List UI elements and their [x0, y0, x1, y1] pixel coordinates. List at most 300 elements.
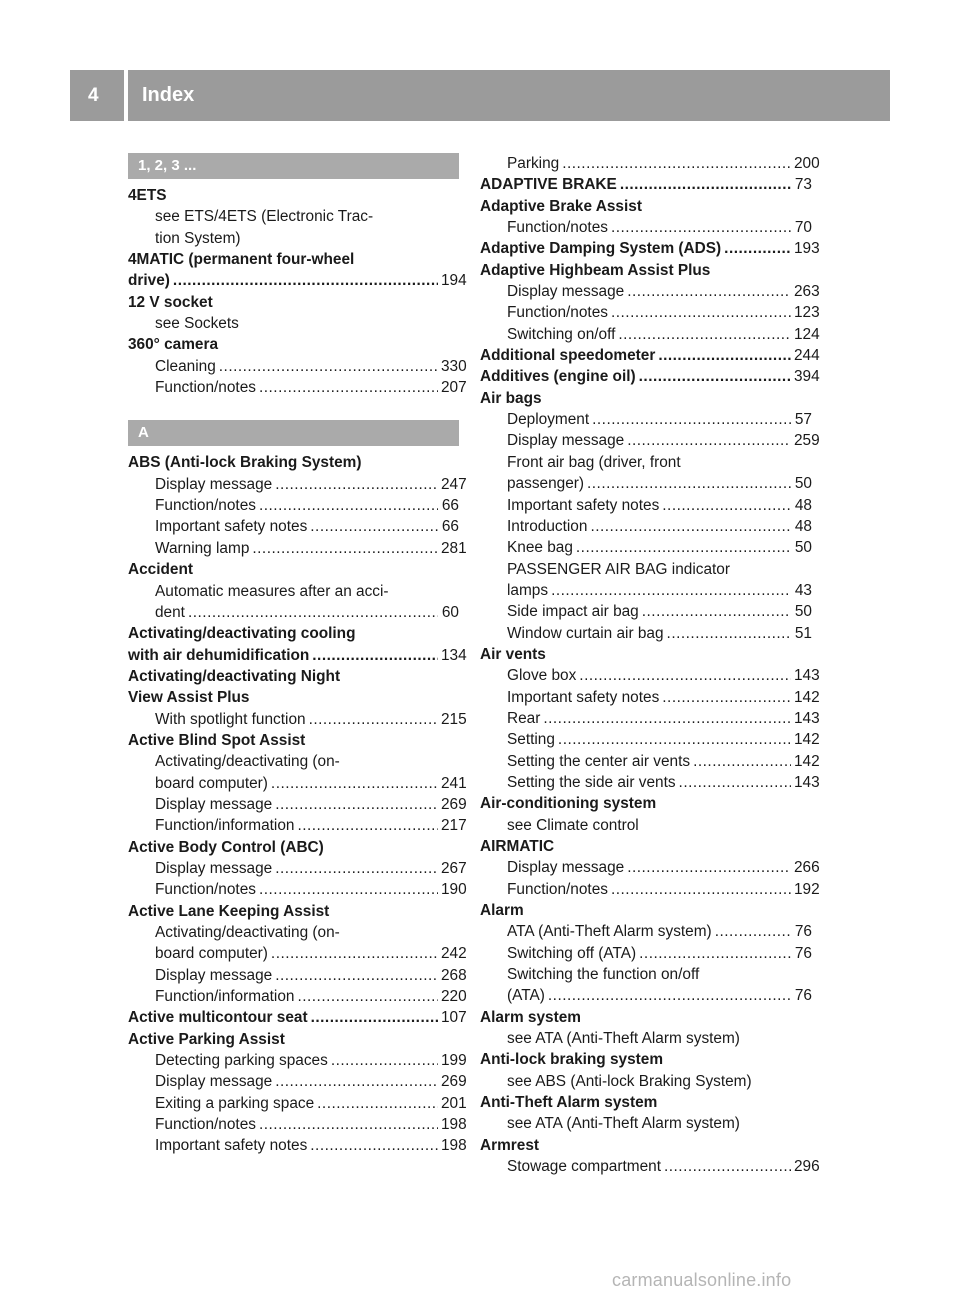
dot-leader	[252, 538, 438, 559]
entry-text: Activating/deactivating (on-	[155, 753, 340, 771]
entry-text: Detecting parking spaces	[155, 1052, 328, 1070]
index-subentry	[128, 794, 467, 815]
dot-leader	[188, 602, 438, 623]
entry-text: Function/notes	[507, 304, 608, 322]
entry-text: Function/notes	[507, 880, 608, 898]
index-entry	[480, 1135, 812, 1156]
page-reference: 267	[441, 859, 467, 877]
index-subentry	[128, 602, 459, 623]
index-subentry	[128, 879, 467, 900]
dot-leader	[664, 1156, 791, 1177]
dot-leader	[639, 943, 791, 964]
entry-text: board computer)	[155, 945, 268, 963]
page-reference: 198	[441, 1137, 467, 1155]
entry-text: ATA (Anti-Theft Alarm system)	[507, 923, 712, 941]
entry-text: 12 V socket	[128, 293, 213, 311]
index-entry	[128, 666, 459, 687]
entry-text: Active multicontour seat	[128, 1009, 308, 1027]
page-reference: 60	[441, 603, 459, 621]
dot-leader	[724, 238, 791, 259]
index-subentry	[480, 815, 812, 836]
index-entry	[480, 1049, 812, 1070]
dot-leader	[679, 772, 791, 793]
entry-text: Display message	[507, 432, 625, 450]
page-reference: 51	[794, 624, 812, 642]
index-subentry	[128, 1093, 467, 1114]
entry-text: AIRMATIC	[480, 838, 555, 855]
entry-text: with air dehumidification	[128, 646, 310, 664]
index-entry	[480, 388, 812, 409]
dot-leader	[548, 985, 791, 1006]
entry-text: dent	[155, 603, 185, 621]
dot-leader	[275, 858, 438, 879]
index-subentry	[480, 217, 812, 238]
page-reference: 57	[794, 411, 812, 429]
page-reference: 134	[441, 646, 467, 664]
index-subentry	[480, 964, 812, 985]
index-entry	[480, 196, 812, 217]
index-subentry	[128, 815, 467, 836]
page-reference: 73	[794, 176, 812, 194]
entry-text: see ATA (Anti-Theft Alarm system)	[507, 1115, 740, 1133]
entry-text: Accident	[128, 561, 193, 579]
entry-text: see Sockets	[155, 315, 239, 333]
page-reference: 201	[441, 1094, 467, 1112]
index-subentry	[128, 709, 467, 730]
entry-text: Additional speedometer	[480, 347, 656, 365]
dot-leader	[611, 217, 791, 238]
entry-text: Window curtain air bag	[507, 624, 664, 642]
page-reference: 200	[794, 155, 820, 172]
dot-leader	[297, 986, 438, 1007]
index-subentry	[128, 1114, 467, 1135]
index-subentry	[480, 879, 820, 900]
entry-text: 4ETS	[128, 187, 167, 204]
page-reference: 241	[441, 774, 467, 792]
index-subentry	[480, 1071, 812, 1092]
header-divider	[124, 70, 128, 121]
dot-leader	[275, 965, 438, 986]
entry-text: Active Blind Spot Assist	[128, 731, 306, 749]
index-subentry	[480, 516, 812, 537]
page-reference: 142	[794, 688, 820, 706]
entry-text: drive)	[128, 272, 170, 290]
dot-leader	[551, 580, 791, 601]
entry-text: Switching the function on/off	[507, 966, 700, 984]
dot-leader	[312, 645, 438, 666]
dot-leader	[715, 921, 791, 942]
entry-text: Function/information	[155, 817, 295, 835]
index-entry	[128, 645, 467, 666]
index-subentry	[480, 409, 812, 430]
index-entry	[128, 559, 459, 580]
page-reference: 142	[794, 731, 820, 749]
entry-text: Adaptive Brake Assist	[480, 197, 642, 215]
entry-text: Setting the side air vents	[507, 773, 676, 791]
entry-text: Display message	[507, 859, 625, 877]
index-subentry	[128, 858, 467, 879]
index-entry	[480, 644, 812, 665]
dot-leader	[576, 537, 791, 558]
dot-leader	[642, 601, 791, 622]
page-reference: 50	[794, 603, 812, 621]
entry-text: Activating/deactivating Night	[128, 667, 341, 685]
dot-leader	[611, 302, 791, 323]
page-reference: 192	[794, 880, 820, 898]
entry-text: Rear	[507, 709, 541, 727]
index-entry	[480, 366, 820, 387]
page-reference: 269	[441, 795, 467, 813]
entry-text: View Assist Plus	[128, 689, 250, 707]
dot-leader	[310, 1135, 438, 1156]
page-header	[70, 70, 890, 121]
index-subentry	[128, 228, 459, 249]
dot-leader	[662, 495, 791, 516]
entry-text: Function/notes	[507, 219, 608, 237]
page-reference: 199	[441, 1052, 467, 1070]
index-subentry	[128, 377, 467, 398]
page-reference: 330	[441, 357, 467, 375]
page-reference: 220	[441, 988, 467, 1006]
entry-text: see ETS/4ETS (Electronic Trac-	[155, 208, 374, 226]
page-reference: 242	[441, 945, 467, 963]
index-subentry	[128, 474, 467, 495]
page-reference: 107	[441, 1009, 467, 1027]
page-reference: 217	[441, 817, 467, 835]
index-entry	[480, 793, 812, 814]
index-entry	[480, 345, 820, 366]
dot-leader	[627, 430, 791, 451]
entry-text: Activating/deactivating cooling	[128, 625, 356, 643]
index-subentry	[480, 324, 820, 345]
dot-leader	[310, 516, 438, 537]
index-subentry	[128, 922, 459, 943]
page-reference: 70	[794, 219, 812, 237]
page-reference: 296	[794, 1158, 820, 1176]
index-entry	[128, 1007, 467, 1028]
dot-leader	[219, 356, 438, 377]
index-entry	[480, 836, 812, 857]
index-entry	[128, 292, 459, 313]
dot-leader	[587, 473, 791, 494]
index-entry	[480, 238, 820, 259]
page-reference: 124	[794, 325, 820, 343]
index-subentry	[480, 153, 820, 174]
page-reference: 215	[441, 710, 467, 728]
dot-leader	[592, 409, 791, 430]
index-entry	[480, 900, 812, 921]
entry-text: Cleaning	[155, 357, 216, 375]
entry-text: Function/notes	[155, 379, 256, 397]
dot-leader	[275, 474, 438, 495]
entry-text: Important safety notes	[155, 1137, 308, 1155]
entry-text: Function/notes	[155, 881, 256, 899]
entry-text: Display message	[155, 859, 273, 877]
entry-text: 360° camera	[128, 336, 219, 354]
entry-text: Armrest	[480, 1136, 540, 1154]
dot-leader	[611, 879, 791, 900]
index-entry	[128, 687, 459, 708]
entry-text: With spotlight function	[155, 710, 306, 728]
entry-text: Air bags	[480, 389, 542, 407]
index-entry	[128, 270, 467, 291]
dot-leader	[590, 516, 791, 537]
index-subentry	[480, 665, 820, 686]
page-reference: 198	[441, 1116, 467, 1134]
dot-leader	[259, 377, 438, 398]
entry-text: Alarm system	[480, 1008, 581, 1026]
index-subentry	[480, 601, 812, 622]
entry-text: Glove box	[507, 667, 577, 685]
dot-leader	[667, 623, 791, 644]
entry-text: Function/notes	[155, 497, 256, 515]
page-reference: 247	[441, 475, 467, 493]
index-subentry	[480, 687, 820, 708]
entry-text: Active Body Control (ABC)	[128, 838, 324, 856]
dot-leader	[558, 729, 791, 750]
page-reference: 66	[441, 497, 459, 515]
entry-text: Display message	[155, 966, 273, 984]
entry-text: Adaptive Highbeam Assist Plus	[480, 261, 711, 279]
section-heading: A	[128, 420, 459, 446]
index-column-left	[128, 153, 467, 1157]
entry-text: ABS (Anti-lock Braking System)	[128, 454, 362, 472]
entry-text: Function/information	[155, 988, 295, 1006]
dot-leader	[658, 345, 791, 366]
entry-text: Automatic measures after an acci-	[155, 582, 389, 600]
entry-text: Display message	[155, 795, 273, 813]
index-subentry	[128, 943, 467, 964]
index-entry	[480, 260, 812, 281]
page-reference: 394	[794, 368, 820, 386]
index-subentry	[480, 430, 820, 451]
page-reference: 48	[794, 496, 812, 514]
index-entry	[128, 837, 459, 858]
entry-text: Important safety notes	[507, 496, 660, 514]
index-subentry	[128, 1071, 467, 1092]
index-subentry	[480, 921, 812, 942]
entry-text: Additives (engine oil)	[480, 368, 636, 386]
dot-leader	[639, 366, 791, 387]
index-subentry	[128, 1050, 467, 1071]
index-subentry	[128, 538, 467, 559]
page-reference: 143	[794, 773, 820, 791]
page-reference: 76	[794, 987, 812, 1005]
entry-text: Knee bag	[507, 539, 573, 557]
watermark: carmanualsonline.info	[612, 1270, 792, 1290]
entry-text: Warning lamp	[155, 539, 250, 557]
dot-leader	[627, 857, 791, 878]
index-subentry	[128, 356, 467, 377]
entry-text: Side impact air bag	[507, 603, 639, 621]
page-reference: 123	[794, 304, 820, 322]
entry-text: Switching off (ATA)	[507, 944, 637, 962]
page-reference: 66	[441, 518, 459, 536]
entry-text: Important safety notes	[155, 518, 308, 536]
entry-text: Anti-Theft Alarm system	[480, 1094, 658, 1112]
entry-text: lamps	[507, 581, 549, 599]
dot-leader	[579, 665, 791, 686]
index-entry	[128, 901, 459, 922]
index-entry	[128, 185, 459, 206]
entry-text: Air vents	[480, 645, 546, 663]
entry-text: see ABS (Anti-lock Braking System)	[507, 1072, 752, 1090]
page-title: Index	[142, 84, 195, 106]
index-subentry	[128, 495, 459, 516]
page-reference: 142	[794, 752, 820, 770]
entry-text: Stowage compartment	[507, 1158, 661, 1176]
dot-leader	[173, 270, 438, 291]
entry-text: Introduction	[507, 517, 588, 535]
dot-leader	[620, 174, 791, 195]
page-reference: 259	[794, 432, 820, 450]
entry-text: Display message	[155, 475, 273, 493]
index-subentry	[128, 516, 459, 537]
dot-leader	[259, 1114, 438, 1135]
page-reference: 76	[794, 944, 812, 962]
dot-leader	[259, 879, 438, 900]
page-reference: 269	[441, 1073, 467, 1091]
page-reference: 266	[794, 859, 820, 877]
index-subentry	[480, 495, 812, 516]
page-reference: 143	[794, 667, 820, 685]
entry-text: Air-conditioning system	[480, 795, 657, 813]
index-subentry	[480, 302, 820, 323]
entry-text: Active Lane Keeping Assist	[128, 902, 330, 920]
index-subentry	[480, 857, 820, 878]
index-subentry	[480, 580, 812, 601]
index-column-right	[480, 153, 820, 1178]
page-reference: 194	[441, 272, 467, 290]
index-subentry	[128, 773, 467, 794]
entry-text: Front air bag (driver, front	[507, 453, 681, 471]
index-subentry	[480, 1156, 820, 1177]
index-subentry	[128, 986, 467, 1007]
index-subentry	[480, 473, 812, 494]
entry-text: Display message	[507, 283, 625, 301]
index-subentry	[480, 943, 812, 964]
dot-leader	[275, 1071, 438, 1092]
entry-text: passenger)	[507, 475, 584, 493]
entry-text: Anti-lock braking system	[480, 1051, 664, 1069]
entry-text: Function/notes	[155, 1116, 256, 1134]
entry-text: PASSENGER AIR BAG indicator	[507, 560, 730, 578]
index-subentry	[480, 985, 812, 1006]
dot-leader	[271, 773, 438, 794]
dot-leader	[331, 1050, 438, 1071]
index-entry	[480, 1007, 812, 1028]
dot-leader	[693, 751, 791, 772]
index-entry	[128, 1029, 459, 1050]
index-entry	[128, 249, 459, 270]
dot-leader	[562, 153, 791, 174]
entry-text: Adaptive Damping System (ADS)	[480, 240, 722, 258]
dot-leader	[297, 815, 438, 836]
index-subentry	[480, 708, 820, 729]
entry-text: Activating/deactivating (on-	[155, 924, 340, 941]
index-subentry	[480, 1113, 812, 1134]
page-reference: 263	[794, 283, 820, 301]
entry-text: Exiting a parking space	[155, 1094, 315, 1112]
index-subentry	[480, 452, 812, 473]
page-reference: 50	[794, 475, 812, 493]
page-reference: 143	[794, 709, 820, 727]
page-reference: 281	[441, 539, 467, 557]
index-subentry	[480, 281, 820, 302]
index-subentry	[128, 581, 459, 602]
entry-text: board computer)	[155, 774, 268, 792]
page-reference: 48	[794, 517, 812, 535]
dot-leader	[275, 794, 438, 815]
dot-leader	[317, 1093, 438, 1114]
page-reference: 207	[441, 379, 467, 397]
entry-text: see Climate control	[507, 816, 639, 834]
index-entry	[128, 334, 459, 355]
dot-leader	[271, 943, 438, 964]
entry-text: Parking	[507, 155, 560, 172]
dot-leader	[259, 495, 438, 516]
index-subentry	[128, 965, 467, 986]
index-entry	[128, 730, 459, 751]
entry-text: Display message	[155, 1073, 273, 1091]
entry-text: Alarm	[480, 902, 524, 920]
dot-leader	[618, 324, 791, 345]
dot-leader	[627, 281, 791, 302]
section-heading: 1, 2, 3 ...	[128, 153, 459, 179]
entry-text: Setting	[507, 731, 555, 749]
entry-text: ADAPTIVE BRAKE	[480, 176, 617, 194]
index-subentry	[128, 751, 459, 772]
entry-text: Switching on/off	[507, 325, 616, 343]
entry-text: Active Parking Assist	[128, 1030, 285, 1048]
entry-text: Deployment	[507, 411, 590, 429]
page-reference: 244	[794, 347, 820, 365]
page-reference: 190	[441, 881, 467, 899]
index-subentry	[128, 313, 459, 334]
entry-text: see ATA (Anti-Theft Alarm system)	[507, 1030, 740, 1048]
index-subentry	[480, 1028, 812, 1049]
page-reference: 76	[794, 923, 812, 941]
page-reference: 268	[441, 966, 467, 984]
index-subentry	[128, 1135, 467, 1156]
index-entry	[480, 1092, 812, 1113]
index-subentry	[480, 729, 820, 750]
index-entry	[128, 452, 459, 473]
page-reference: 193	[794, 240, 820, 258]
dot-leader	[309, 709, 438, 730]
index-subentry	[480, 623, 812, 644]
dot-leader	[543, 708, 791, 729]
entry-text: Important safety notes	[507, 688, 660, 706]
section-spacer	[128, 398, 459, 420]
page-reference: 43	[794, 581, 812, 599]
entry-text: Setting the center air vents	[507, 752, 691, 770]
dot-leader	[311, 1007, 438, 1028]
index-entry	[128, 623, 459, 644]
page-number: 4	[88, 85, 99, 106]
entry-text: (ATA)	[507, 987, 545, 1005]
entry-text: 4MATIC (permanent four-wheel	[128, 251, 355, 269]
dot-leader	[662, 687, 791, 708]
entry-text: tion System)	[155, 229, 241, 247]
index-subentry	[128, 206, 459, 227]
page-reference: 50	[794, 539, 812, 557]
index-subentry	[480, 537, 812, 558]
index-subentry	[480, 559, 812, 580]
index-entry	[480, 174, 812, 195]
index-subentry	[480, 772, 820, 793]
index-subentry	[480, 751, 820, 772]
